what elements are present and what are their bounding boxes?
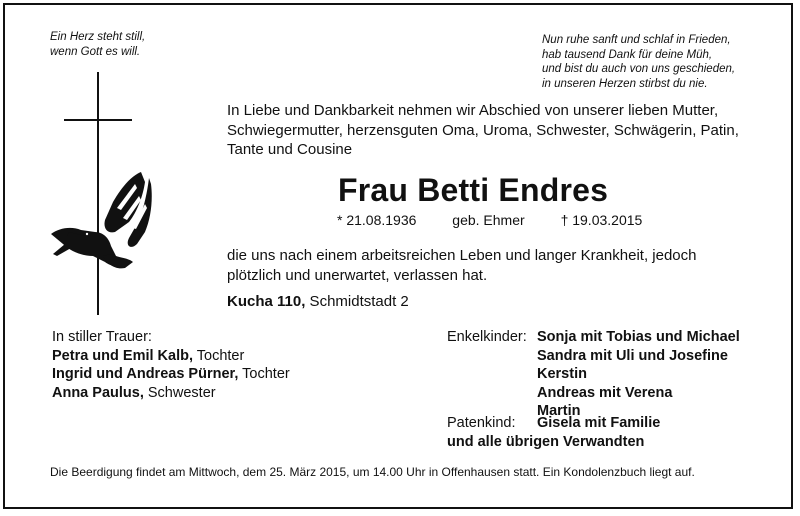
mourner-relation: Tochter (238, 366, 290, 382)
deceased-dates (337, 212, 642, 228)
quote-right (542, 33, 735, 91)
mourner-name: Anna Paulus, (52, 384, 144, 401)
mourners-block (52, 328, 290, 402)
other-relatives: und alle übrigen Verwandten (447, 434, 645, 450)
mourner-name: Ingrid und Andreas Pürner, (52, 366, 239, 382)
godchild-label: Patenkind: (447, 415, 516, 431)
grandchild-entry: Martin (537, 403, 581, 419)
address-rest: Schmidtstadt 2 (305, 293, 409, 310)
grandchild-entry: Sonja mit Tobias und Michael (537, 329, 740, 345)
intro-text (227, 101, 752, 160)
grandchildren-label: Enkelkinder: (447, 329, 527, 345)
closing-line: die uns nach einem arbeitsreichen Leben und langer Krankheit, jedoch (227, 247, 697, 264)
mourner-name: Petra und Emil Kalb, (52, 347, 193, 364)
deceased-name: Frau Betti Endres (338, 172, 609, 208)
grandchild-entry: Andreas mit Verena (537, 384, 673, 401)
grandchild-entry: Sandra mit Uli und Josefine (537, 347, 728, 364)
quote-right-line: und bist du auch von uns geschieden, (542, 63, 736, 75)
address-place: Kucha 110, (227, 293, 306, 310)
quote-right-line: in unseren Herzen stirbst du nie. (542, 77, 708, 90)
mourner-relation: Tochter (193, 347, 245, 364)
mourner-entry (52, 365, 290, 384)
quote-left-line: Ein Herz steht still, (50, 31, 146, 43)
quote-right-line: hab tausend Dank für deine Müh, (542, 48, 713, 61)
grandchildren-list (537, 328, 740, 421)
intro-line: Schwiegermutter, herzensguten Oma, Uroma, Schwester, Schwägerin, Patin, (227, 121, 739, 139)
mourner-entry (52, 347, 290, 366)
quote-left (50, 30, 145, 59)
grandchild-entry: Kerstin (537, 366, 587, 382)
intro-line: Tante und Cousine (227, 141, 353, 158)
quote-left-line: wenn Gott es will. (50, 45, 141, 58)
closing-line: plötzlich und unerwartet, verlassen hat. (227, 266, 488, 284)
birth-date: * 21.08.1936 (337, 212, 417, 228)
death-date: † 19.03.2015 (560, 212, 643, 228)
closing-text (227, 246, 752, 285)
funeral-note: Die Beerdigung findet am Mittwoch, dem 25. März 2015, um 14.00 Uhr in Offenhausen statt. Ein Kondolenzbuch liegt auf. (50, 465, 695, 479)
address (227, 293, 409, 310)
mourners-heading: In stiller Trauer: (52, 329, 152, 345)
maiden-name: geb. Ehmer (452, 212, 525, 228)
intro-line: In Liebe und Dankbarkeit nehmen wir Abschied von unserer lieben Mutter, (227, 102, 719, 119)
mourner-entry (52, 384, 290, 403)
godchild-name: Gisela mit Familie (537, 415, 661, 431)
cross-with-praying-hands-and-bird-icon (45, 72, 155, 317)
mourner-relation: Schwester (143, 384, 216, 401)
quote-right-line: Nun ruhe sanft und schlaf in Frieden, (542, 34, 731, 46)
